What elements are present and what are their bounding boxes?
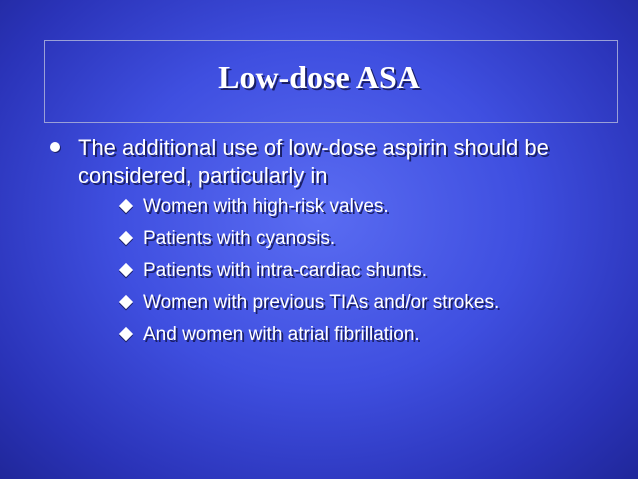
sub-bullet-item	[118, 258, 618, 290]
main-bullet-text: The additional use of low-dose aspirin should be considered, particularly in	[78, 135, 549, 188]
sub-bullet-text: Patients with intra-cardiac shunts.	[143, 260, 428, 281]
diamond-bullet-icon	[119, 263, 133, 277]
sub-bullet-text: Women with previous TIAs and/or strokes.	[143, 292, 500, 313]
sub-bullet-item	[118, 194, 618, 226]
main-bullet	[50, 134, 610, 190]
slide-title: Low-dose ASA	[218, 59, 420, 95]
diamond-bullet-icon	[119, 199, 133, 213]
diamond-bullet-icon	[119, 231, 133, 245]
sub-bullet-item	[118, 290, 618, 322]
sub-bullet-text: And women with atrial fibrillation.	[143, 324, 420, 345]
sub-bullet-item	[118, 322, 618, 354]
bullet-dot-icon	[50, 142, 60, 152]
sub-bullet-item	[118, 226, 618, 258]
sub-bullet-text: Women with high-risk valves.	[143, 196, 389, 217]
diamond-bullet-icon	[119, 327, 133, 341]
sub-bullet-list	[118, 194, 618, 354]
diamond-bullet-icon	[119, 295, 133, 309]
sub-bullet-text: Patients with cyanosis.	[143, 228, 336, 249]
